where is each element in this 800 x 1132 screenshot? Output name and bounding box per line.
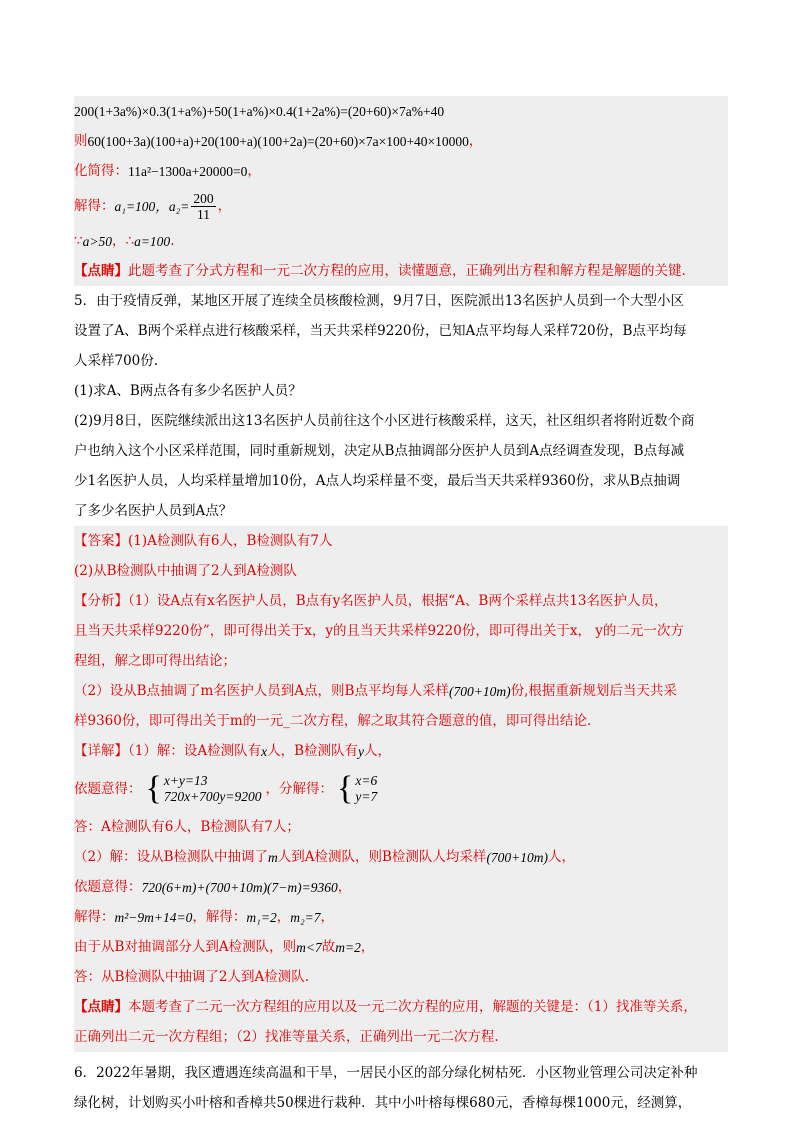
text: （2）设从B点抽调了m名医护人员到A点，则B点平均每人采样 — [74, 682, 449, 699]
solution-system — [337, 772, 377, 806]
equation: a₁=100， — [114, 198, 169, 214]
answer-line — [74, 556, 728, 586]
question-2 — [74, 406, 728, 436]
equation: x=6 — [355, 773, 378, 788]
analysis-line — [74, 616, 728, 646]
equation: m=2 — [335, 939, 361, 955]
detail-line — [74, 736, 728, 766]
comment-line — [74, 992, 728, 1022]
equation: 720x+700y=9200 — [163, 789, 262, 804]
equation: m²−9m+14=0 — [114, 909, 193, 925]
equation: a>50 — [82, 233, 112, 249]
equation: 200(1+3a%)×0.3(1+a%)+50(1+a%)×0.4(1+2a%)=(20+60)×7a%+40 — [74, 103, 445, 119]
text: 且当天共采样9220份”，即可得出关于x，y的且当天共采样9220份，即可得出关于x， y的二元一次方 — [74, 622, 684, 639]
equation: 60(100+3a)(100+a)+20(100+a)(100+2a)=(20+60)×7a×100+40×10000 — [87, 133, 469, 149]
equation: m₂=7 — [290, 909, 321, 925]
equation: x+y=13 — [163, 773, 208, 788]
equation: (700+10m) — [486, 849, 549, 865]
denominator: 11 — [197, 206, 210, 222]
conclusion-line — [74, 226, 728, 256]
analysis-line — [74, 676, 728, 706]
document-page — [74, 96, 728, 1118]
text: 解得： — [74, 908, 115, 925]
comment-tag: 【点睛】 — [74, 998, 128, 1015]
text: 份,根据重新规划后当天共采 — [510, 682, 677, 699]
detail-line — [74, 842, 728, 872]
equation: a₂= — [168, 198, 190, 214]
text: ， — [217, 197, 232, 214]
text: 【详解】（1）解：设A检测队有 — [74, 742, 262, 759]
text: 6．2022年暑期，我区遭遇连续高温和干旱，一居民小区的部分绿化树枯死．小区物业管理公司决定补种 — [74, 1064, 698, 1081]
brace-icon: { — [337, 770, 354, 807]
text: ， — [111, 232, 126, 249]
text: 样9360份，即可得出关于m的一元_二次方程，解之取其符合题意的值，即可得出结论. — [74, 712, 592, 729]
text: （2）解：设从B检测队中抽调了 — [74, 848, 269, 865]
equation: (700+10m) — [448, 683, 511, 699]
text: ， — [360, 938, 375, 955]
problem-text — [74, 1088, 728, 1118]
question-2 — [74, 436, 728, 466]
detail-line — [74, 812, 728, 842]
text: 解得： — [74, 197, 115, 214]
equation: m<7 — [296, 939, 322, 955]
detail-line — [74, 902, 728, 932]
solution-line — [74, 186, 728, 226]
comment-line — [74, 256, 728, 286]
text: 依题意得： — [74, 780, 142, 797]
text: 程组，解之即可得出结论； — [74, 652, 236, 669]
question-2 — [74, 496, 728, 526]
problem-text — [74, 1058, 728, 1088]
text: 人到A检测队，则B检测队人均采样 — [277, 848, 487, 865]
answer-line — [74, 526, 728, 556]
detail-line — [74, 962, 728, 992]
question-2 — [74, 466, 728, 496]
text: 【答案】(1)A检测队有6人，B检测队有7人 — [74, 532, 333, 549]
detail-line — [74, 932, 728, 962]
system-line — [74, 766, 728, 812]
text: ，分解得： — [265, 780, 334, 797]
text: 人采样700份. — [74, 352, 159, 369]
text: 化简得： — [74, 162, 128, 179]
equation: a=100 — [134, 233, 171, 249]
variable: x — [261, 743, 268, 759]
equation-line — [74, 126, 728, 156]
text: 由于从B对抽调部分人到A检测队，则 — [74, 938, 297, 955]
text: ， — [247, 162, 261, 179]
variable: y — [358, 743, 365, 759]
text: 5．由于疫情反弹，某地区开展了连续全员核酸检测，9月7日，医院派出13名医护人员到一个大型小区 — [74, 292, 684, 309]
text: 依题意得： — [74, 878, 142, 895]
text: 户也纳入这个小区采样范围，同时重新规划，决定从B点抽调部分医护人员到A点经调查发现，B点每减 — [74, 442, 685, 459]
analysis-line — [74, 706, 728, 736]
equation: y=7 — [355, 789, 378, 804]
comment-line — [74, 1022, 728, 1052]
detail-line — [74, 872, 728, 902]
comment-text: 本题考查了二元一次方程组的应用以及一元二次方程的应用，解题的关键是：（1）找准等关系， — [128, 998, 697, 1015]
analysis-line — [74, 646, 728, 676]
text: 答：从B检测队中抽调了2人到A检测队. — [74, 968, 310, 985]
text: . — [170, 232, 175, 249]
text: (2)9月8日，医院继续派出这13名医护人员前往这个小区进行核酸采样，这天，社区组织者将附近数个商 — [74, 412, 695, 429]
problem-text — [74, 316, 728, 346]
text: 人， — [364, 742, 392, 759]
text: ， — [337, 878, 352, 895]
comment-text: 正确列出二元一次方程组；（2）找准等量关系，正确列出一元二次方程. — [74, 1028, 499, 1045]
text: 故 — [321, 938, 336, 955]
equation: 11a²−1300a+20000=0 — [128, 163, 248, 179]
text: ， — [468, 132, 483, 149]
problem-text — [74, 286, 728, 316]
text: (1)求A、B两点各有多少名医护人员？ — [74, 382, 302, 399]
comment-tag: 【点睛】 — [74, 262, 128, 279]
brace-icon: { — [145, 770, 162, 807]
text: 绿化树，计划购买小叶榕和香樟共50棵进行栽种．其中小叶榕每棵680元，香樟每棵1000元，经测算， — [74, 1094, 692, 1111]
text: 人， — [548, 848, 576, 865]
equation: m₁=2 — [246, 909, 277, 925]
question-1 — [74, 376, 728, 406]
text: 了多少名医护人员到A点？ — [74, 502, 233, 519]
equation-line — [74, 156, 728, 186]
text: 少1名医护人员，人均采样量增加10份，A点人均采样量不变，最后当天共采样9360份，求从B点抽调 — [74, 472, 681, 489]
text: ，解得： — [192, 908, 247, 925]
text: ， — [320, 908, 335, 925]
numerator: 200 — [193, 190, 214, 206]
text: 【分析】（1）设A点有x名医护人员，B点有y名医护人员，根据“A、B两个采样点共13名医护人员， — [74, 592, 668, 609]
because-symbol: ∵ — [74, 232, 83, 249]
equation-line — [74, 96, 728, 126]
text: 答：A检测队有6人，B检测队有7人； — [74, 818, 300, 835]
therefore-symbol: ∴ — [125, 232, 135, 249]
problem-text — [74, 346, 728, 376]
fraction — [191, 191, 215, 222]
text: ， — [276, 908, 291, 925]
comment-text: 此题考查了分式方程和一元二次方程的应用，读懂题意，正确列出方程和解方程是解题的关键. — [128, 262, 686, 279]
equation-system — [146, 772, 262, 806]
analysis-line — [74, 586, 728, 616]
text: 人，B检测队有 — [267, 742, 359, 759]
text: 设置了A、B两个采样点进行核酸采样，当天共采样9220份，已知A点平均每人采样720份，B点平均每 — [74, 322, 687, 339]
equation: 720(6+m)+(700+10m)(7−m)=9360 — [141, 879, 338, 895]
text: (2)从B检测队中抽调了2人到A检测队 — [74, 562, 297, 579]
text: 则 — [74, 132, 88, 149]
variable: m — [268, 849, 278, 865]
